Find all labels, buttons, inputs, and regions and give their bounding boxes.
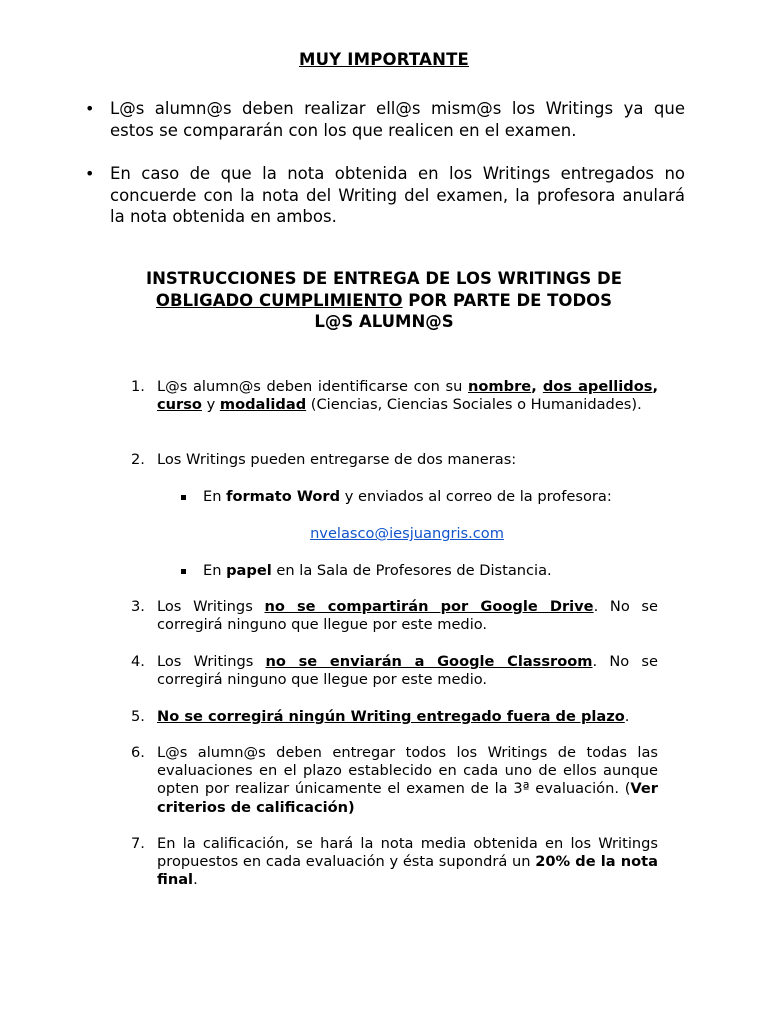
item-text: (Ciencias, Ciencias Sociales o Humanidades). bbox=[306, 396, 642, 414]
item-number: 4. bbox=[131, 653, 145, 670]
bullet-text: En caso de que la nota obtenida en los Writings entregados no concuerde con la nota del Writing del examen, la profesora anulará la nota obtenida en ambos. bbox=[110, 164, 685, 226]
item-emphasis: nombre bbox=[468, 378, 532, 395]
item-text: . bbox=[193, 871, 198, 889]
item-number: 6. bbox=[131, 744, 145, 761]
list-item bbox=[131, 835, 659, 890]
list-item bbox=[131, 378, 658, 414]
item-text: . No se corregirá ninguno que llegue por este medio. bbox=[157, 653, 658, 689]
item-emphasis: formato Word bbox=[226, 488, 341, 505]
item-text: Los Writings bbox=[157, 598, 265, 615]
square-bullet-icon bbox=[181, 569, 186, 574]
item-number: 5. bbox=[131, 708, 145, 725]
section-heading-part2: POR PARTE DE TODOS bbox=[402, 290, 613, 310]
list-item bbox=[131, 744, 658, 817]
sub-list-item bbox=[203, 488, 673, 506]
item-text: y enviados al correo de la profesora: bbox=[340, 488, 612, 505]
bullet-item bbox=[85, 163, 685, 228]
item-emphasis: no se enviarán a Google Classroom bbox=[265, 653, 593, 670]
item-emphasis: curso bbox=[157, 396, 202, 414]
item-text: Los Writings pueden entregarse de dos maneras: bbox=[157, 451, 517, 468]
section-heading-part1: INSTRUCCIONES DE ENTREGA DE LOS WRITINGS DE bbox=[145, 269, 623, 288]
item-emphasis: No se corregirá ningún Writing entregado fuera de plazo bbox=[157, 708, 625, 725]
item-text: En bbox=[203, 562, 227, 579]
sub-list-item bbox=[203, 562, 673, 580]
list-item bbox=[131, 708, 658, 726]
bullet-icon: • bbox=[85, 99, 95, 118]
bullet-icon: • bbox=[85, 164, 95, 183]
item-separator: , bbox=[531, 378, 543, 395]
square-bullet-icon bbox=[181, 495, 186, 500]
item-number: 2. bbox=[131, 451, 145, 468]
item-text: L@s alumn@s deben entregar todos los Writings de todas las evaluaciones en el plazo establecido en cada uno de ellos aunque opten por realizar únicamente el examen de la 3ª evaluación. ( bbox=[157, 744, 658, 798]
item-separator: y bbox=[201, 396, 220, 414]
item-emphasis: dos apellidos bbox=[542, 378, 653, 395]
item-text: . No se corregirá ninguno que llegue por este medio. bbox=[157, 598, 658, 634]
item-emphasis: modalidad bbox=[219, 396, 307, 414]
bullet-item bbox=[85, 98, 685, 141]
item-number: 3. bbox=[131, 598, 145, 615]
main-title: MUY IMPORTANTE bbox=[298, 50, 470, 69]
section-heading-underlined: OBLIGADO CUMPLIMIENTO bbox=[155, 290, 403, 310]
item-separator: , bbox=[652, 378, 658, 395]
item-emphasis: 20% de la nota final bbox=[157, 853, 659, 889]
item-number: 1. bbox=[131, 378, 145, 395]
item-text: En bbox=[203, 488, 227, 505]
bullet-text: L@s alumn@s deben realizar ell@s mism@s los Writings ya que estos se compararán con los que realicen en el examen. bbox=[110, 99, 685, 140]
item-text: Los Writings bbox=[157, 653, 266, 670]
item-emphasis: no se compartirán por Google Drive bbox=[264, 598, 594, 615]
list-item bbox=[131, 451, 658, 469]
item-emphasis: Ver criterios de calificación) bbox=[157, 780, 658, 816]
item-text: L@s alumn@s deben identificarse con su bbox=[157, 378, 469, 395]
item-text: . bbox=[624, 708, 630, 725]
section-heading-part3: L@S ALUMN@S bbox=[314, 312, 454, 331]
item-emphasis: papel bbox=[226, 562, 272, 579]
item-text: en la Sala de Profesores de Distancia. bbox=[271, 562, 552, 579]
list-item bbox=[131, 653, 658, 689]
item-number: 7. bbox=[131, 835, 145, 852]
email-link[interactable]: nvelasco@iesjuangris.com bbox=[310, 525, 504, 542]
item-text: En la calificación, se hará la nota media obtenida en los Writings propuestos en cada evaluación y ésta supondrá un bbox=[157, 835, 658, 871]
section-heading bbox=[100, 268, 668, 333]
list-item bbox=[131, 598, 658, 634]
